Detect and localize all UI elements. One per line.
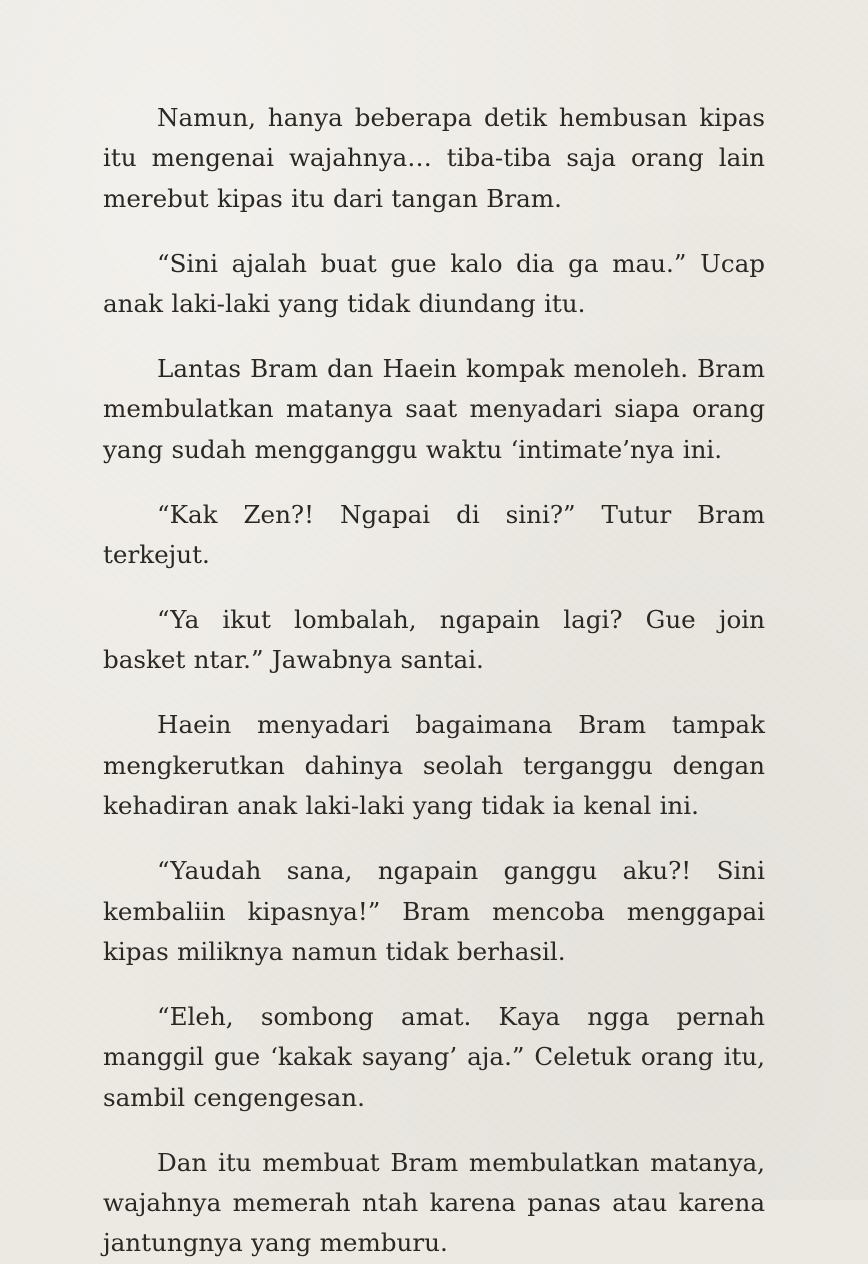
paragraph: “Yaudah sana, ngapain ganggu aku?! Sini kembaliin kipasnya!” Bram mencoba menggapai kipas miliknya namun tidak berhasil. xyxy=(103,856,765,966)
paragraph: “Kak Zen?! Ngapai di sini?” Tutur Bram terkejut. xyxy=(103,499,765,570)
paragraph: “Ya ikut lombalah, ngapain lagi? Gue join basket ntar.” Jawabnya santai. xyxy=(103,605,765,675)
paragraph: “Sini ajalah buat gue kalo dia ga mau.” Ucap anak laki-laki yang tidak diundang itu. xyxy=(103,248,765,319)
paragraph: Lantas Bram dan Haein kompak menoleh. Bram membulatkan matanya saat menyadari siapa orang yang sudah mengganggu waktu ‘intimate’nya ini. xyxy=(103,354,765,464)
paragraph: Dan itu membuat Bram membulatkan matanya, wajahnya memerah ntah karena panas atau karena jantungnya yang memburu. xyxy=(103,1147,765,1258)
paragraph: “Eleh, sombong amat. Kaya ngga pernah manggil gue ‘kakak sayang’ aja.” Celetuk orang itu, sambil cengengesan. xyxy=(103,1001,765,1112)
paragraph: Namun, hanya beberapa detik hembusan kipas itu mengenai wajahnya… tiba-tiba saja orang lain merebut kipas itu dari tangan Bram. xyxy=(103,103,765,213)
paragraph: Haein menyadari bagaimana Bram tampak mengkerutkan dahinya seolah terganggu dengan kehadiran anak laki-laki yang tidak ia kenal ini. xyxy=(103,710,765,821)
story-text xyxy=(103,98,765,1264)
